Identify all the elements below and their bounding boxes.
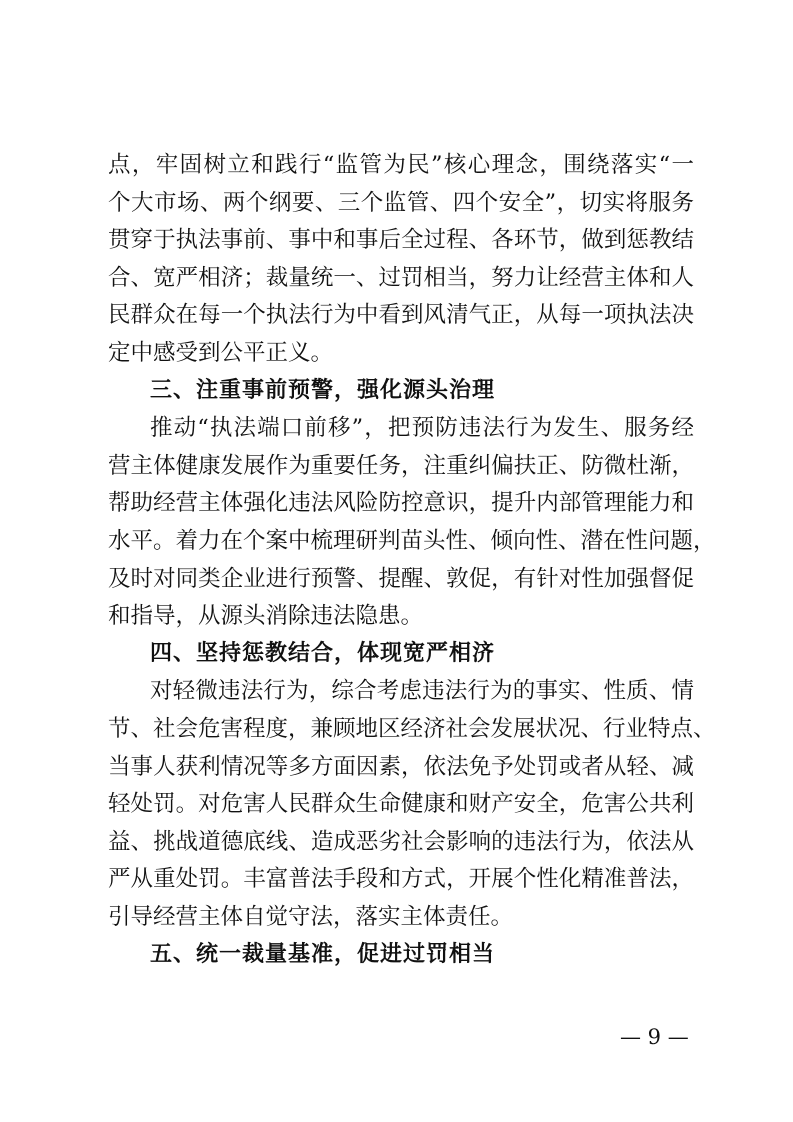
- paragraph-2-line-3: 帮助经营主体强化违法风险防控意识，提升内部管理能力和: [108, 490, 694, 516]
- section-heading-3: 三、注重事前预警，强化源头治理: [150, 378, 496, 403]
- paragraph-1-line-4: 合、宽严相济；裁量统一、过罚相当，努力让经营主体和人: [108, 265, 694, 291]
- paragraph-3-line-1: 对轻微违法行为，综合考虑违法行为的事实、性质、情: [150, 678, 694, 704]
- section-heading-4: 四、坚持惩教结合，体现宽严相济: [150, 641, 496, 666]
- paragraph-3-line-5: 益、挑战道德底线、造成恶劣社会影响的违法行为，依法从: [108, 829, 694, 855]
- paragraph-2-line-4: 水平。着力在个案中梳理研判苗头性、倾向性、潜在性问题，: [108, 528, 716, 554]
- paragraph-3-line-6: 严从重处罚。丰富普法手段和方式，开展个性化精准普法，: [108, 866, 694, 892]
- paragraph-2-line-6: 和指导，从源头消除违法隐患。: [108, 603, 424, 629]
- paragraph-2-line-1: 推动“执法端口前移”，把预防违法行为发生、服务经: [150, 415, 694, 441]
- paragraph-2-line-5: 及时对同类企业进行预警、提醒、敦促，有针对性加强督促: [108, 566, 694, 592]
- paragraph-1-line-5: 民群众在每一个执法行为中看到风清气正，从每一项执法决: [108, 302, 694, 328]
- paragraph-1-line-6: 定中感受到公平正义。: [108, 340, 334, 366]
- paragraph-1-line-1: 点，牢固树立和践行“监管为民”核心理念，围绕落实“一: [108, 152, 694, 178]
- page-number: — 9 —: [620, 1025, 689, 1049]
- paragraph-2-line-2: 营主体健康发展作为重要任务，注重纠偏扶正、防微杜渐，: [108, 453, 694, 479]
- section-heading-5: 五、统一裁量基准，促进过罚相当: [150, 942, 496, 967]
- paragraph-1-line-2: 个大市场、两个纲要、三个监管、四个安全”，切实将服务: [108, 190, 694, 216]
- paragraph-1-line-3: 贯穿于执法事前、事中和事后全过程、各环节，做到惩教结: [108, 227, 694, 253]
- paragraph-3-line-7: 引导经营主体自觉守法，落实主体责任。: [108, 904, 514, 930]
- paragraph-3-line-2: 节、社会危害程度，兼顾地区经济社会发展状况、行业特点、: [108, 716, 716, 742]
- paragraph-3-line-3: 当事人获利情况等多方面因素，依法免予处罚或者从轻、减: [108, 754, 694, 780]
- paragraph-3-line-4: 轻处罚。对危害人民群众生命健康和财产安全，危害公共利: [108, 791, 694, 817]
